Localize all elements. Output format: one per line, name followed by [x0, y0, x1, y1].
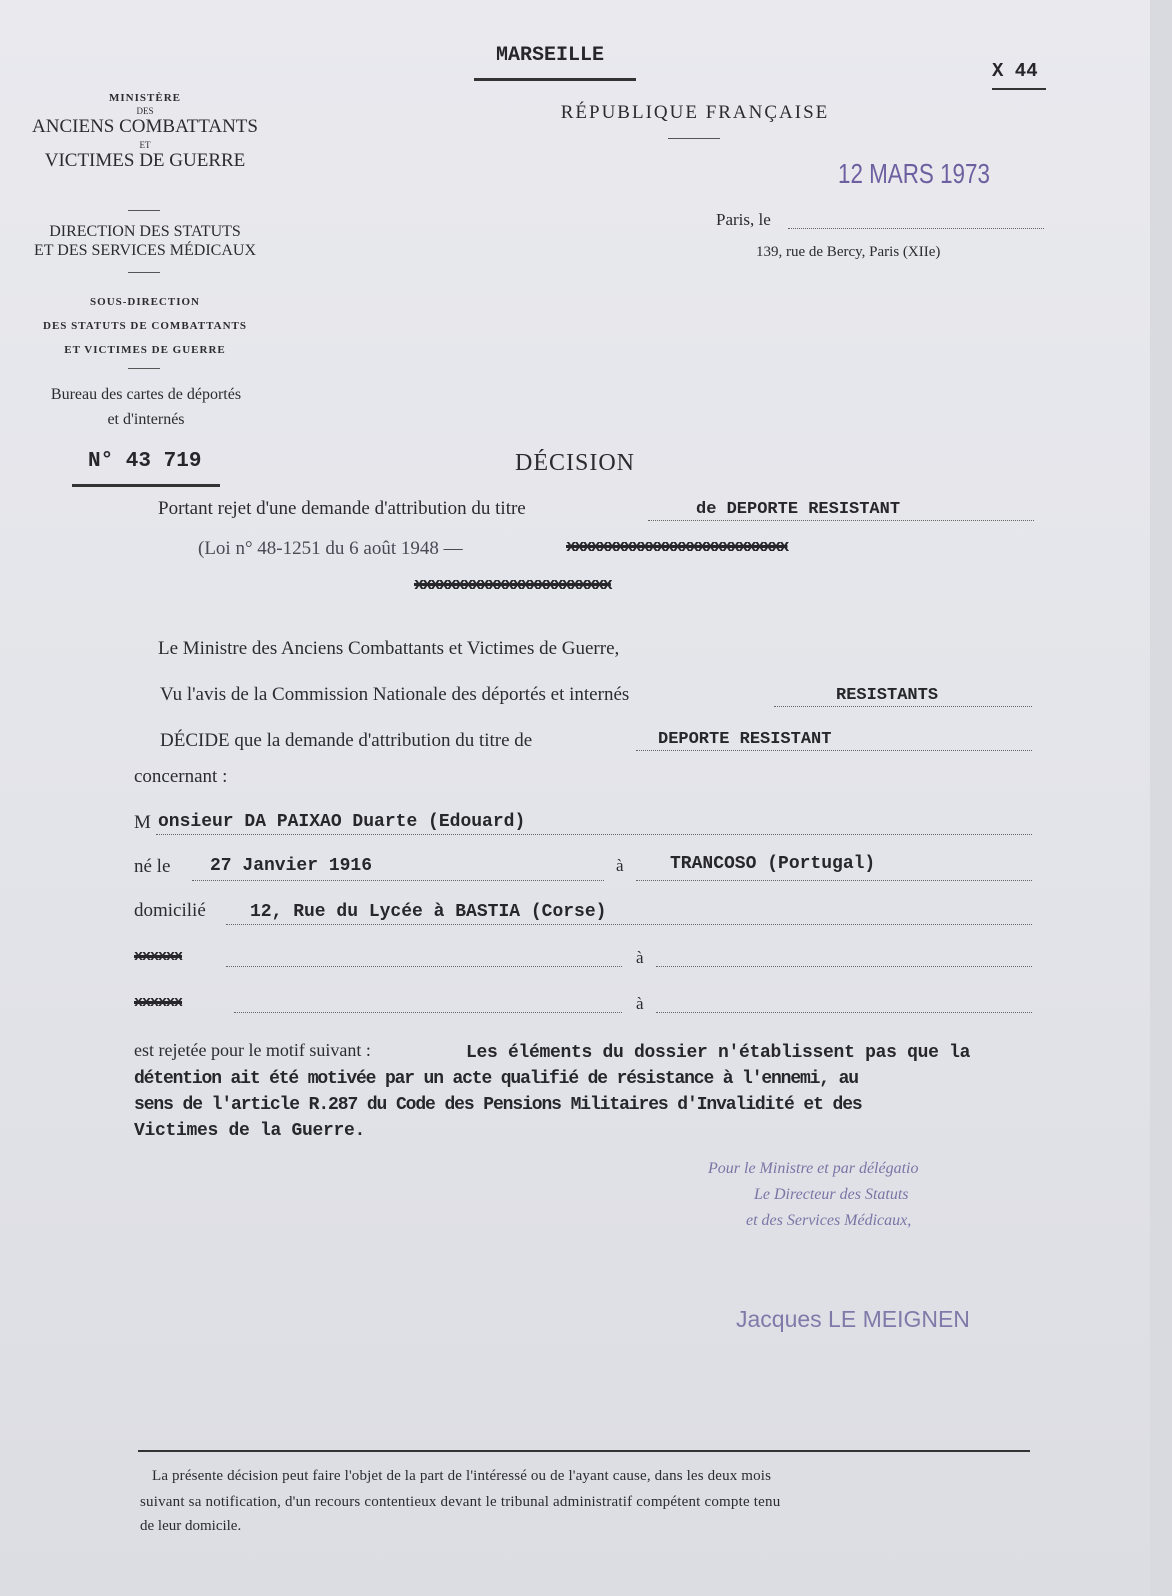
ministry-line-1: MINISTÈRE: [109, 92, 181, 104]
domicile-address: 12, Rue du Lycée à BASTIA (Corse): [250, 902, 607, 922]
subdirection-line-1: SOUS-DIRECTION: [90, 296, 200, 308]
ministry-rule-3: [128, 368, 160, 369]
ministry-line-5: VICTIMES DE GUERRE: [44, 150, 246, 171]
decide-text: DÉCIDE que la demande d'attribution du titre de: [160, 730, 533, 751]
struck-label-2: xxxxxx: [134, 994, 183, 1011]
ministry-line-2: DES: [136, 106, 154, 116]
struck-text-2: xxxxxxxxxxxxxxxxxxxxxxxx: [414, 576, 611, 595]
motif-line-3: sens de l'article R.287 du Code des Pensions Militaires d'Invalidité et des: [134, 1095, 862, 1115]
footer-rule: [138, 1450, 1030, 1452]
file-number-underline: [72, 484, 220, 487]
motif-line-2: détention ait été motivée par un acte qualifié de résistance à l'ennemi, au: [134, 1069, 858, 1089]
ministry-line-4: ET: [139, 140, 151, 150]
republic-rule: [668, 138, 720, 139]
signature-line-1: Pour le Ministre et par délégatio: [708, 1160, 919, 1177]
concernant-text: concernant :: [134, 766, 228, 787]
signatory-name: Jacques LE MEIGNEN: [736, 1306, 970, 1332]
blank-line-2a: [234, 1012, 622, 1013]
name-line: [156, 834, 1032, 835]
birth-date: 27 Janvier 1916: [210, 856, 373, 876]
ministry-rule-2: [128, 272, 160, 273]
direction-line-1: DIRECTION DES STATUTS: [49, 223, 241, 240]
minister-text: Le Ministre des Anciens Combattants et Victimes de Guerre,: [158, 638, 620, 659]
city-heading: MARSEILLE: [495, 44, 605, 67]
domicilie-label: domicilié: [134, 900, 206, 921]
direction-line-2: ET DES SERVICES MÉDICAUX: [34, 242, 256, 259]
footer-line-3: de leur domicile.: [140, 1518, 242, 1534]
a-label-2: à: [636, 948, 644, 967]
signature-line-3: et des Services Médicaux,: [746, 1212, 912, 1229]
birth-date-line: [192, 880, 604, 881]
birth-place: TRANCOSO (Portugal): [670, 854, 876, 874]
titre-value: de DEPORTE RESISTANT: [696, 500, 901, 519]
vu-text: Vu l'avis de la Commission Nationale des déportés et internés: [160, 684, 630, 705]
birth-place-line: [636, 880, 1032, 881]
date-stamp: 12 MARS 1973: [838, 158, 990, 189]
a-label-1: à: [616, 856, 624, 875]
bureau-line-2: et d'internés: [107, 411, 185, 428]
subdirection-line-3: ET VICTIMES DE GUERRE: [64, 344, 226, 356]
ref-code: X 44: [992, 60, 1038, 82]
ministry-rule-1: [128, 210, 160, 211]
bureau-line-1: Bureau des cartes de déportés: [50, 386, 242, 403]
motif-line-1: Les éléments du dossier n'établissent pas que la: [466, 1043, 971, 1063]
date-line: [788, 228, 1044, 229]
ministry-line-3: ANCIENS COMBATTANTS: [32, 116, 258, 137]
file-number: N° 43 719: [88, 450, 202, 473]
vu-value: RESISTANTS: [836, 686, 939, 705]
blank-line-1b: [656, 966, 1032, 967]
struck-label-1: xxxxxx: [134, 948, 183, 965]
vu-line: [774, 706, 1032, 707]
monsieur-prefix: M: [134, 812, 151, 833]
republic-heading: RÉPUBLIQUE FRANÇAISE: [560, 102, 830, 123]
rejetee-text: est rejetée pour le motif suivant :: [134, 1040, 371, 1060]
ref-underline: [992, 88, 1046, 90]
blank-line-2b: [656, 1012, 1032, 1013]
decision-title: DÉCISION: [515, 450, 635, 476]
loi-text: (Loi n° 48-1251 du 6 août 1948 —: [198, 538, 463, 559]
struck-text-1: xxxxxxxxxxxxxxxxxxxxxxxxxxx: [566, 538, 788, 557]
blank-line-1a: [226, 966, 622, 967]
domicile-line: [226, 924, 1032, 925]
decide-line: [636, 750, 1032, 751]
decide-value: DEPORTE RESISTANT: [658, 730, 832, 749]
city-underline: [474, 78, 636, 81]
person-name: onsieur DA PAIXAO Duarte (Edouard): [158, 812, 526, 832]
titre-line: [648, 520, 1034, 521]
paris-le-label: Paris, le: [716, 210, 771, 229]
a-label-3: à: [636, 994, 644, 1013]
signature-line-2: Le Directeur des Statuts: [754, 1186, 909, 1203]
ne-le-label: né le: [134, 856, 171, 877]
portant-text: Portant rejet d'une demande d'attribution du titre: [158, 498, 526, 519]
motif-line-4: Victimes de la Guerre.: [134, 1121, 366, 1141]
ministry-address: 139, rue de Bercy, Paris (XIIe): [756, 244, 941, 260]
subdirection-line-2: DES STATUTS DE COMBATTANTS: [43, 320, 247, 332]
footer-line-2: suivant sa notification, d'un recours contentieux devant le tribunal administratif compétent compte tenu: [140, 1494, 781, 1510]
footer-line-1: La présente décision peut faire l'objet de la part de l'intéressé ou de l'ayant cause, dans les deux mois: [152, 1468, 772, 1484]
